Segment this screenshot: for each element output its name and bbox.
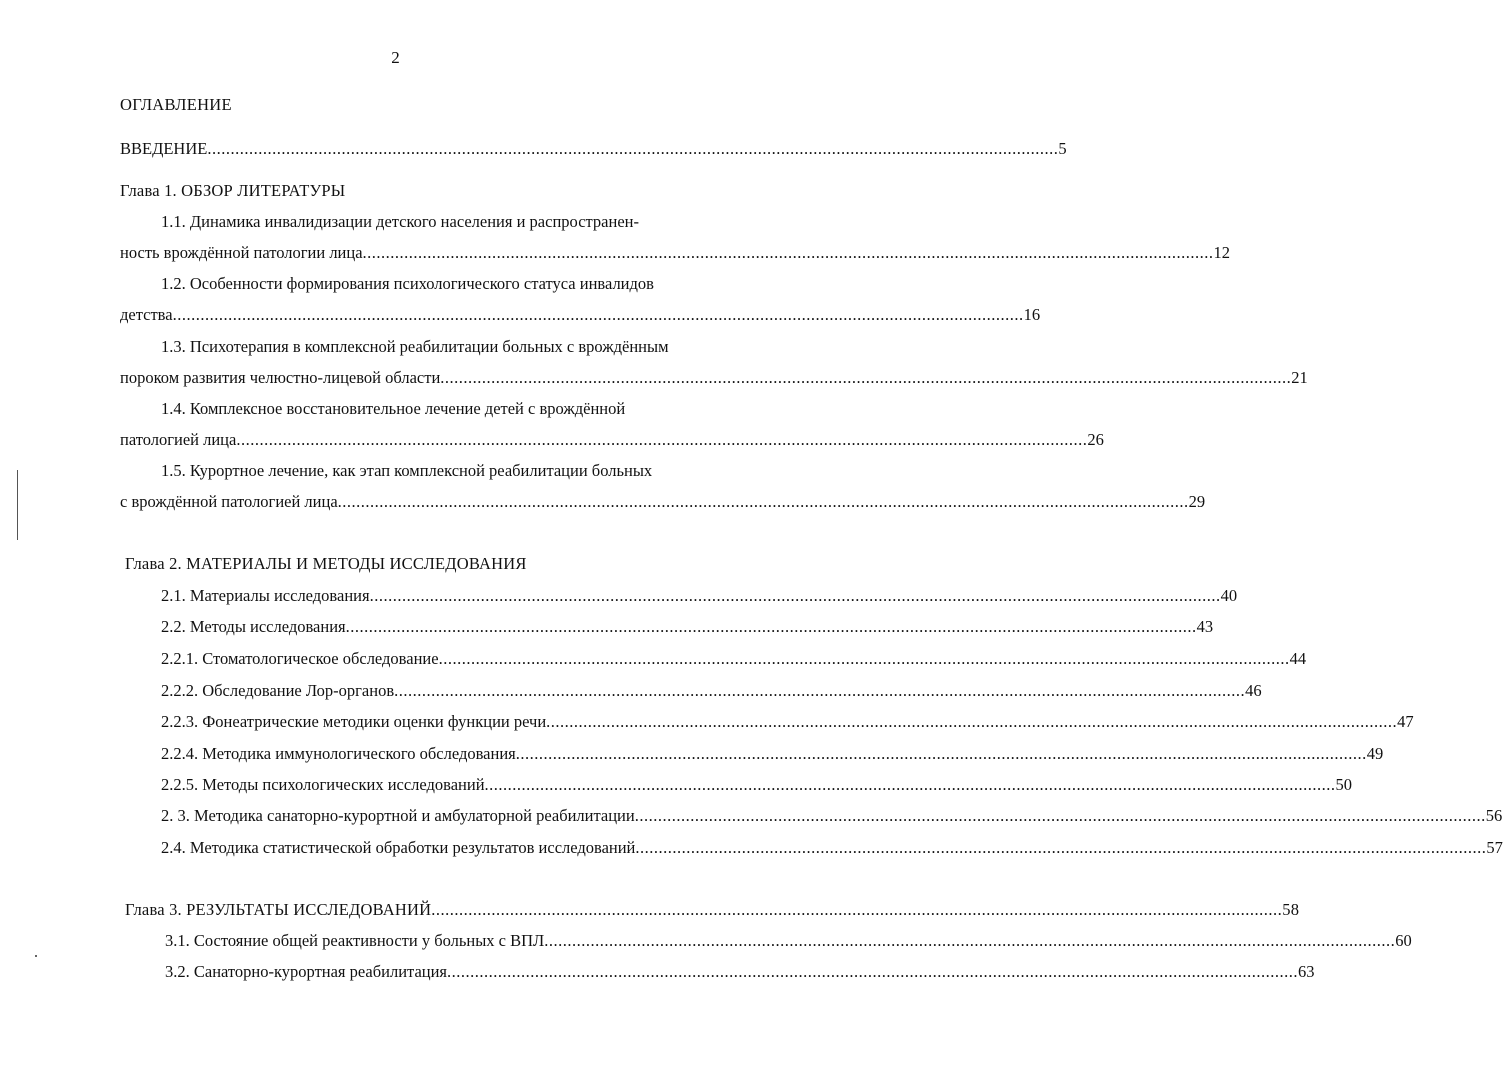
toc-entry-intro[interactable]: ВВЕДЕНИЕ ........................................................................................................................................................................................ 5 bbox=[120, 139, 1067, 158]
toc-entry-1-1[interactable]: ность врождённой патологии лица ........................................................................................................................................................................................ 12 bbox=[120, 243, 1231, 262]
toc-entry-2-2-1[interactable]: 2.2.1. Стоматологическое обследование ........................................................................................................................................................................................ 44 bbox=[161, 649, 1307, 668]
toc-entry-1-1-line1: 1.1. Динамика инвалидизации детского населения и распространен- bbox=[161, 212, 639, 231]
toc-entry-2-1[interactable]: 2.1. Материалы исследования ........................................................................................................................................................................................ 40 bbox=[161, 586, 1238, 605]
toc-entry-1-2[interactable]: детства ........................................................................................................................................................................................ 16 bbox=[120, 305, 1041, 324]
toc-title: ОГЛАВЛЕНИЕ bbox=[120, 95, 232, 114]
toc-entry-2-2-3[interactable]: 2.2.3. Фонеатрические методики оценки функции речи ........................................................................................................................................................................................ 47 bbox=[161, 712, 1414, 731]
toc-entry-2-2-2[interactable]: 2.2.2. Обследование Лор-органов ........................................................................................................................................................................................ 46 bbox=[161, 681, 1262, 700]
chapter-3-title[interactable]: Глава 3. РЕЗУЛЬТАТЫ ИССЛЕДОВАНИЙ ........................................................................................................................................................................................ 58 bbox=[125, 900, 1300, 919]
toc-entry-3-1[interactable]: 3.1. Состояние общей реактивности у больных с ВПЛ ........................................................................................................................................................................................ 60 bbox=[165, 931, 1412, 950]
toc-entry-1-4[interactable]: патологией лица ........................................................................................................................................................................................ 26 bbox=[120, 430, 1104, 449]
scan-speck bbox=[35, 955, 37, 957]
toc-entry-2-4[interactable]: 2.4. Методика статистической обработки результатов исследований ........................................................................................................................................................................................ 57 bbox=[161, 838, 1503, 857]
toc-entry-1-3[interactable]: пороком развития челюстно-лицевой области ........................................................................................................................................................................................ 21 bbox=[120, 368, 1308, 387]
toc-entry-2-2-4[interactable]: 2.2.4. Методика иммунологического обследования ........................................................................................................................................................................................ 49 bbox=[161, 744, 1384, 763]
scan-margin-mark bbox=[17, 470, 18, 540]
toc-entry-1-4-line1: 1.4. Комплексное восстановительное лечение детей с врождённой bbox=[161, 399, 626, 418]
toc-entry-1-3-line1: 1.3. Психотерапия в комплексной реабилитации больных с врождённым bbox=[161, 337, 669, 356]
chapter-2-title: Глава 2. МАТЕРИАЛЫ И МЕТОДЫ ИССЛЕДОВАНИЯ bbox=[125, 554, 527, 573]
chapter-1-title: Глава 1. ОБЗОР ЛИТЕРАТУРЫ bbox=[120, 181, 346, 200]
page-number: 2 bbox=[391, 48, 400, 67]
toc-entry-2-2[interactable]: 2.2. Методы исследования ........................................................................................................................................................................................ 43 bbox=[161, 617, 1214, 636]
toc-entry-2-2-5[interactable]: 2.2.5. Методы психологических исследований ........................................................................................................................................................................................ 50 bbox=[161, 775, 1353, 794]
toc-entry-1-5[interactable]: с врождённой патологией лица ........................................................................................................................................................................................ 29 bbox=[120, 492, 1206, 511]
toc-entry-2-3[interactable]: 2. 3. Методика санаторно-курортной и амбулаторной реабилитации ........................................................................................................................................................................................ 56 bbox=[161, 806, 1503, 825]
toc-entry-1-2-line1: 1.2. Особенности формирования психологического статуса инвалидов bbox=[161, 274, 654, 293]
toc-entry-3-2[interactable]: 3.2. Санаторно-курортная реабилитация ........................................................................................................................................................................................ 63 bbox=[165, 962, 1315, 981]
toc-entry-1-5-line1: 1.5. Курортное лечение, как этап комплексной реабилитации больных bbox=[161, 461, 653, 480]
